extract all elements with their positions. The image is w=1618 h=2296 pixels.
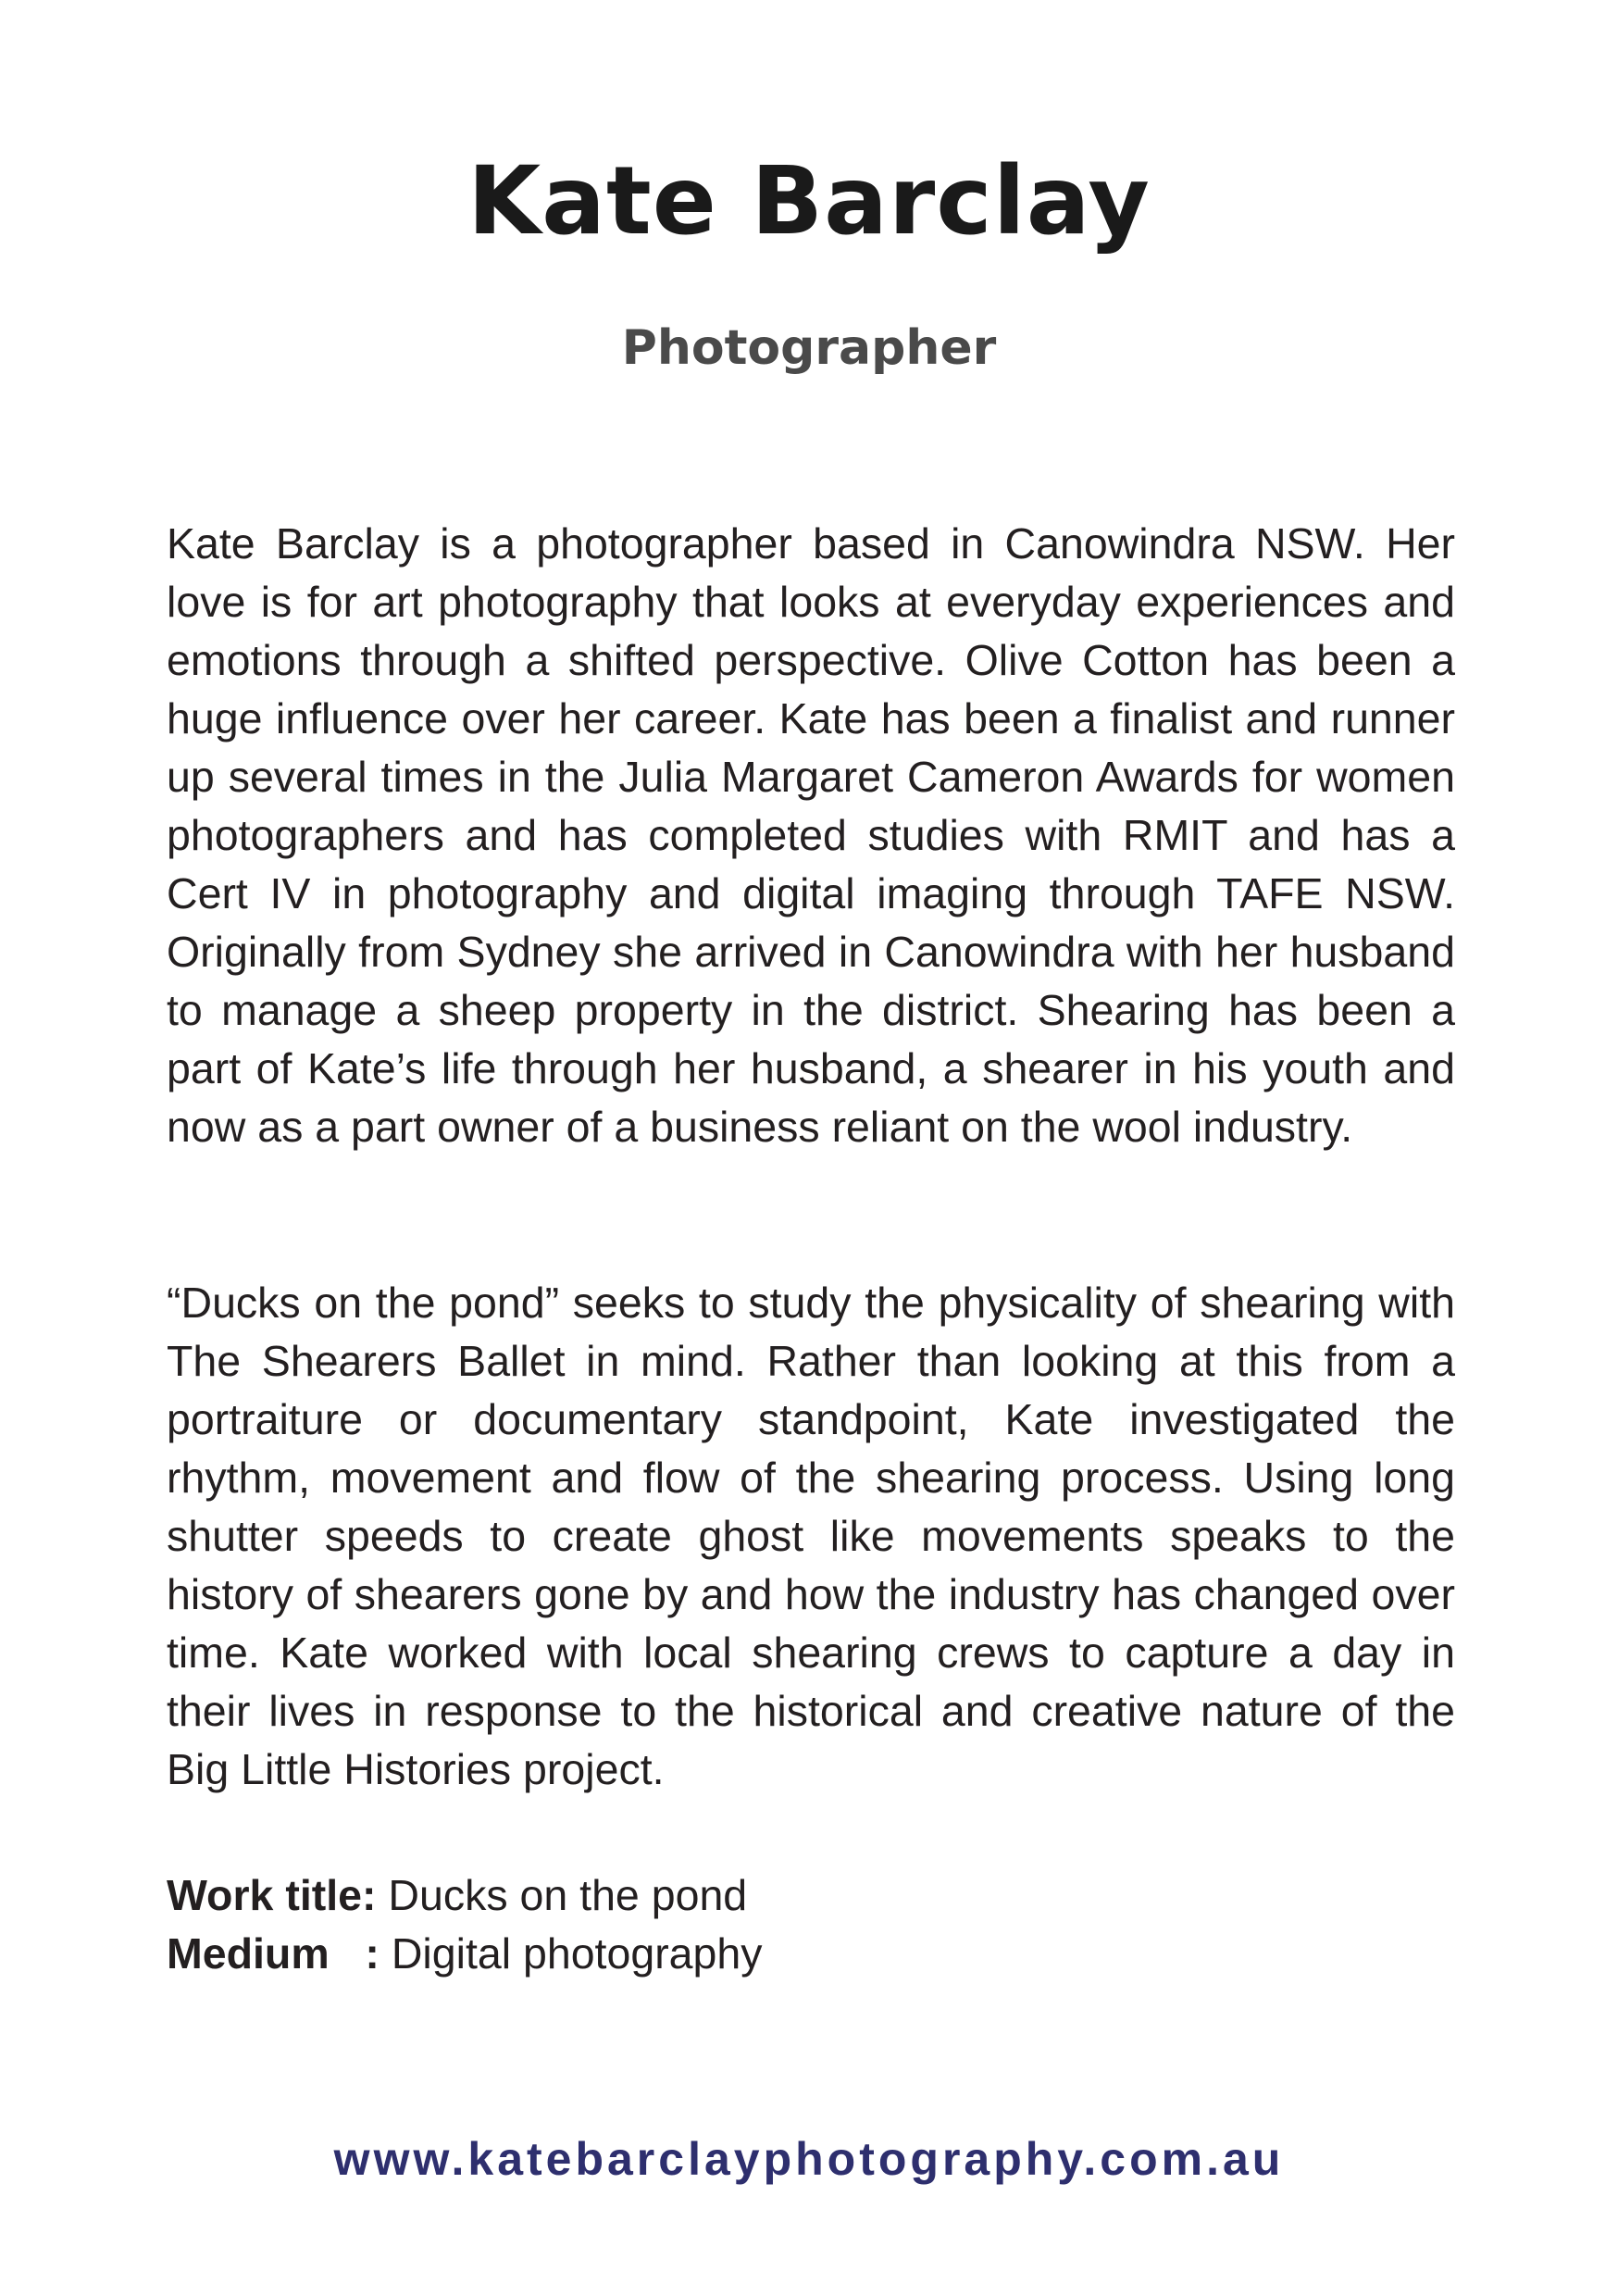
medium-label: Medium : — [167, 1929, 380, 1978]
work-details — [167, 1866, 763, 1983]
bio-paragraph: Kate Barclay is a photographer based in Canowindra NSW. Her love is for art photography that looks at everyday experiences and emotions through a shifted perspective. Olive Cotton has been a huge influence over her career. Kate has been a finalist and runner up several times in the Julia Margaret Cameron Awards for women photographers and has completed studies with RMIT and has a Cert IV in photography and digital imaging through TAFE NSW. Originally from Sydney she arrived in Canowindra with her husband to manage a sheep property in the district. Shearing has been a part of Kate’s life through her husband, a shearer in his youth and now as a part owner of a business reliant on the wool industry. — [167, 519, 1455, 1151]
artist-role: Photographer — [621, 320, 997, 376]
work-title-value: Ducks on the pond — [376, 1871, 748, 1919]
work-title-label: Work title: — [167, 1871, 377, 1919]
work-title-row — [167, 1866, 763, 1925]
artist-name: Kate Barclay — [467, 146, 1151, 256]
medium-row — [167, 1925, 763, 1983]
project-paragraph: “Ducks on the pond” seeks to study the physicality of shearing with The Shearers Ballet in mind. Rather than looking at this from a portraiture or documentary standpoint, Kate investigated the rhythm, movement and flow of the shearing process. Using long shutter speeds to create ghost like movements speaks to the history of shearers gone by and how the industry has changed over time. Kate worked with local shearing crews to capture a day in their lives in response to the historical and creative nature of the Big Little Histories project. — [167, 1279, 1455, 1793]
medium-value: Digital photography — [379, 1929, 763, 1978]
website-link[interactable]: www.katebarclayphotography.com.au — [333, 2133, 1285, 2185]
